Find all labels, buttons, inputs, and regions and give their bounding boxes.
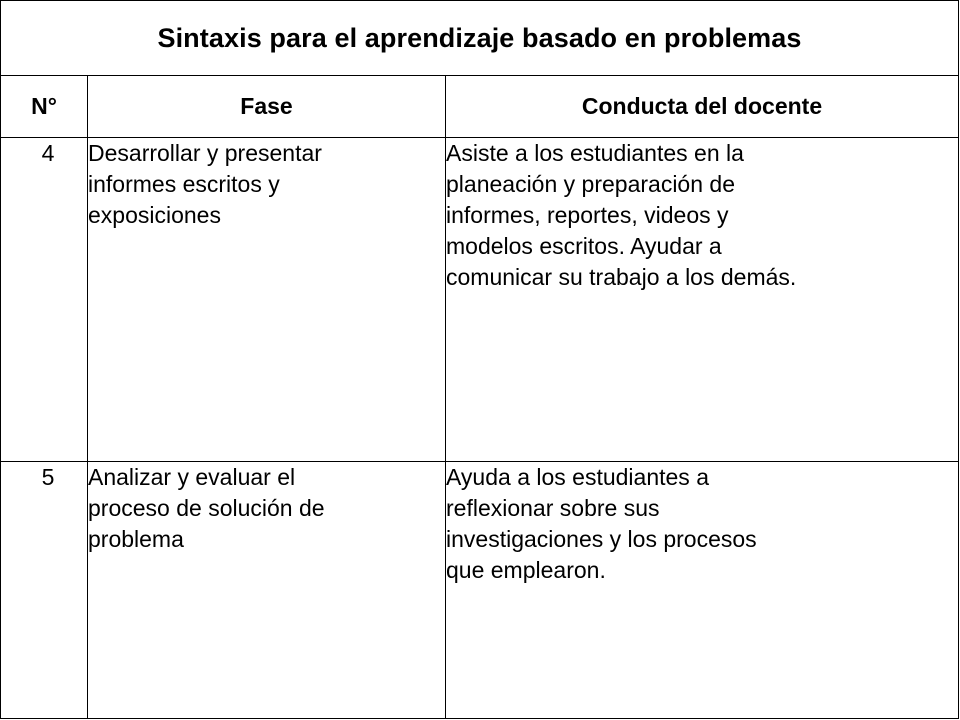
header-row	[1, 76, 959, 138]
title-row	[1, 1, 959, 76]
teacher-behavior-line: comunicar su trabajo a los demás.	[446, 263, 797, 290]
phase-number: 4	[41, 139, 55, 166]
header-conducta-docente: Conducta del docente	[446, 76, 959, 138]
phase-name-cell	[88, 462, 446, 719]
phase-name-line: informes escritos y	[88, 170, 280, 197]
phase-name-cell	[88, 137, 446, 462]
phase-name-line: exposiciones	[88, 201, 221, 228]
header-fase: Fase	[88, 76, 446, 138]
teacher-behavior-line: planeación y preparación de	[446, 170, 735, 197]
header-number: N°	[1, 76, 88, 138]
table-row	[1, 462, 959, 719]
teacher-behavior-line: informes, reportes, videos y	[446, 201, 729, 228]
phase-name-line: Analizar y evaluar el	[88, 464, 296, 491]
teacher-behavior-line: que emplearon.	[446, 557, 606, 584]
teacher-behavior-line: modelos escritos. Ayudar a	[446, 232, 722, 259]
table-row	[1, 137, 959, 462]
teacher-behavior-line: investigaciones y los procesos	[446, 526, 757, 553]
phase-number-cell	[1, 137, 88, 462]
teacher-behavior-cell	[446, 137, 959, 462]
table-title: Sintaxis para el aprendizaje basado en problemas	[1, 1, 959, 76]
teacher-behavior-line: Ayuda a los estudiantes a	[446, 464, 709, 491]
phase-name-line: Desarrollar y presentar	[88, 139, 322, 166]
phase-number: 5	[41, 464, 55, 491]
teacher-behavior-cell	[446, 462, 959, 719]
teacher-behavior-line: reflexionar sobre sus	[446, 495, 660, 522]
phase-name-line: proceso de solución de	[88, 495, 325, 522]
phase-name-line: problema	[88, 526, 184, 553]
teacher-behavior-line: Asiste a los estudiantes en la	[446, 139, 744, 166]
phase-number-cell	[1, 462, 88, 719]
